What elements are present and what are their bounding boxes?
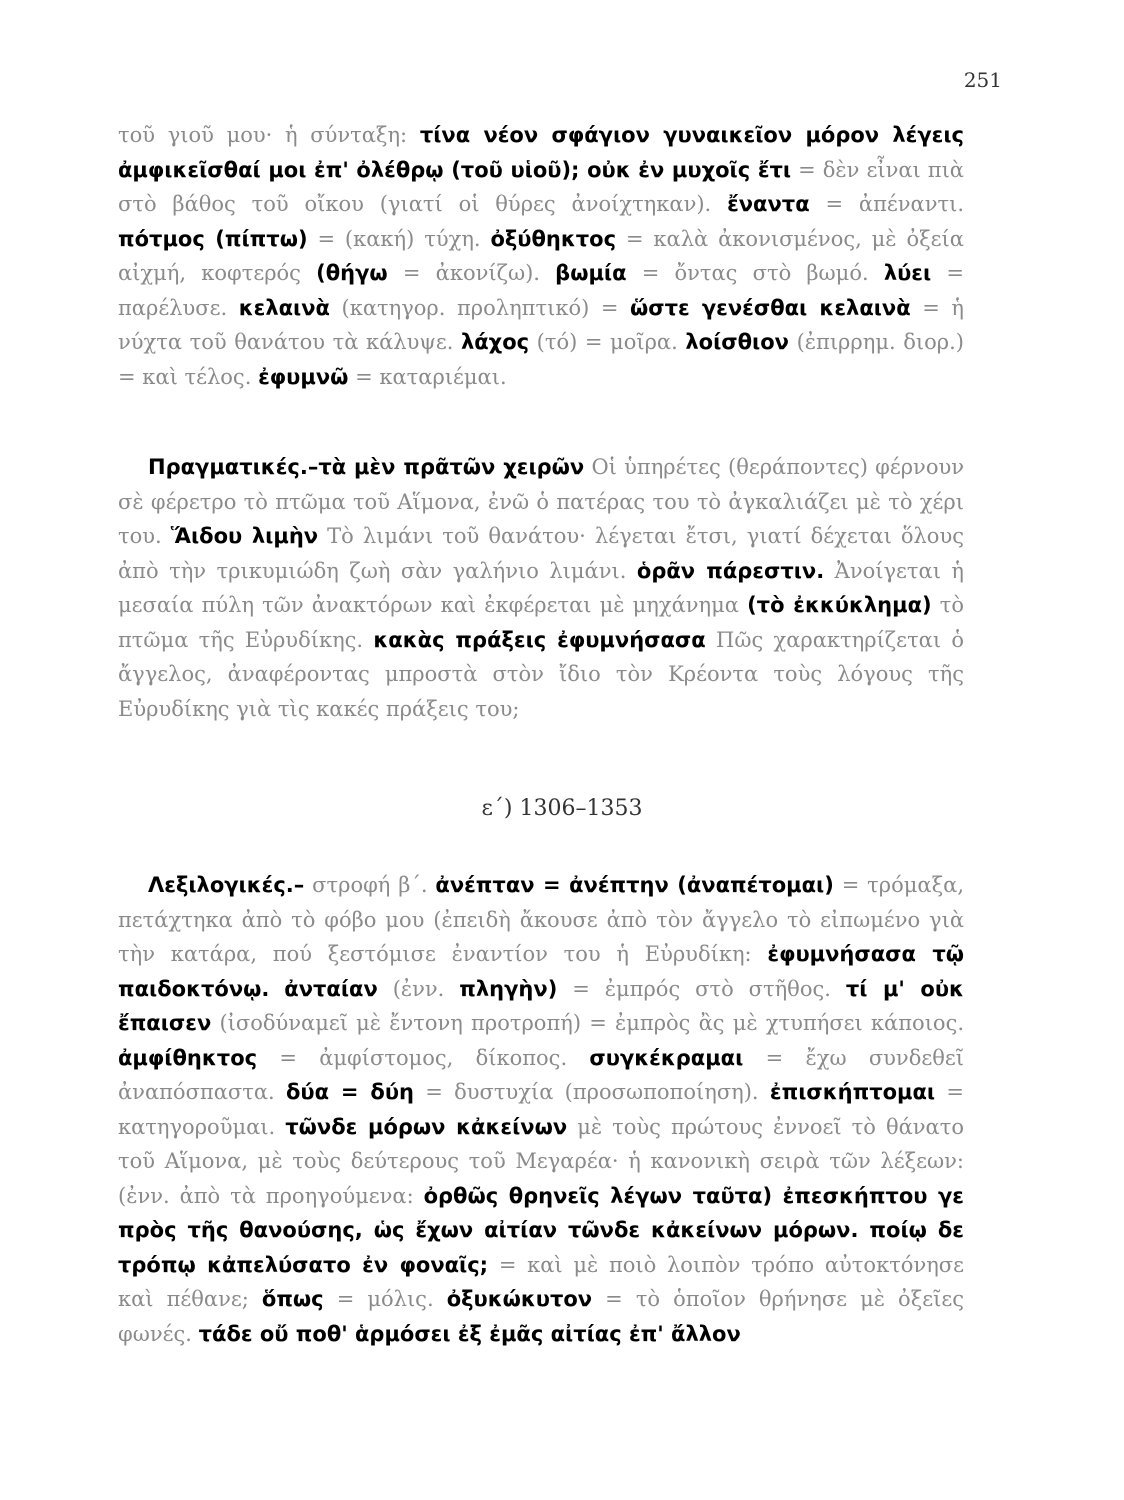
plain-text: Τὸ λιμάνι τοῦ θανάτου· λέγεται ἔτσι, γιατί δέχεται ὅλους ἀπὸ τὴν τρικυμιώδη ζωὴ σὰν γαλήνιο λιμάνι. xyxy=(118,524,964,583)
plain-text: = ἀπέναντι. xyxy=(825,192,965,216)
plain-text: = κατηγοροῦμαι. xyxy=(118,1080,964,1139)
paragraph-text xyxy=(118,868,964,1351)
bold-term: Ἅιδου λιμὴν xyxy=(170,524,319,548)
bold-term: ἀνέπταν = ἀνέπτην (ἀναπέτομαι) xyxy=(435,873,834,897)
plain-text: Οἱ ὑπηρέτες (θεράποντες) φέρνουν σὲ φέρετρο τὸ πτῶμα τοῦ Αἵμονα, ἐνῶ ὁ πατέρας του τὸ ἀγκαλιάζει μὲ τὸ χέρι του. xyxy=(118,455,964,548)
plain-text: = δὲν εἶναι πιὰ στὸ βάθος τοῦ οἴκου (γιατί οἱ θύρες ἀνοίχτηκαν). xyxy=(118,157,964,216)
commentary-paragraph-1 xyxy=(118,118,964,394)
plain-text: = ὄντας στὸ βωμό. xyxy=(641,261,869,285)
plain-text: (ἰσοδύναμεῖ μὲ ἔντονη προτροπή) = ἐμπρὸς ἂς μὲ χτυπήσει κάποιος. xyxy=(219,1011,965,1035)
plain-text: (ἐνν. xyxy=(392,976,445,1001)
bold-term: πληγὴν) xyxy=(459,976,558,1001)
plain-text: (τό) = μοῖρα. xyxy=(536,330,678,354)
plain-text: = παρέλυσε. xyxy=(118,261,964,320)
bold-term: ἔναντα xyxy=(727,192,810,216)
plain-text: = ἐμπρός στὸ στῆθος. xyxy=(572,976,831,1001)
plain-text: = μόλις. xyxy=(336,1287,434,1311)
paragraph-text xyxy=(118,118,964,394)
plain-text: = ἀκονίζω). xyxy=(402,261,540,285)
bold-term: ἐφυμνῶ xyxy=(258,364,349,389)
plain-text: Πῶς χαρακτηρίζεται ὁ ἄγγελος, ἀναφέροντας μπροστὰ στὸν ἴδιο τὸν Κρέοντα τοὺς λόγους τῆς Εὐρυδίκης γιὰ τὶς κακές πράξεις του; xyxy=(118,627,965,721)
plain-text: = ἡ νύχτα τοῦ θανάτου τὰ κάλυψε. xyxy=(118,295,964,354)
bold-term: ἀμφίθηκτος xyxy=(118,1045,258,1070)
bold-term: βωμία xyxy=(555,261,627,285)
bold-term: ἀνταίαν xyxy=(284,976,378,1001)
bold-term: ὥστε γενέσθαι κελαινὰ xyxy=(629,295,911,320)
commentary-paragraph-2 xyxy=(118,450,964,726)
plain-text: τοῦ γιοῦ μου· ἡ σύνταξη: xyxy=(118,123,408,147)
bold-term: ὀξυκώκυτον xyxy=(446,1287,593,1311)
plain-text: μὲ τοὺς πρώτους ἐννοεῖ τὸ θάνατο τοῦ Αἵμονα, μὲ τοὺς δεύτερους τοῦ Μεγαρέα· ἡ κανονικὴ σειρὰ τῶν λέξεων: (ἐνν. ἀπὸ τὰ προηγούμενα: xyxy=(118,1114,964,1208)
bold-term: τί μ' οὐκ ἔπαισεν xyxy=(118,976,964,1035)
bold-term: λοίσθιον xyxy=(685,330,789,354)
plain-text: = ἀμφίστομος, δίκοπος. xyxy=(279,1045,568,1070)
plain-text: Ἀνοίγεται ἡ μεσαία πύλη τῶν ἀνακτόρων καὶ ἐκφέρεται μὲ μηχάνημα xyxy=(118,558,964,617)
plain-text: = καταριέμαι. xyxy=(355,364,507,389)
bold-term: κελαινὰ xyxy=(238,295,330,320)
bold-term: Πραγματικές.–τὰ μὲν πρᾶτῶν χειρῶν xyxy=(148,455,585,479)
section-heading: ε΄) 1306–1353 xyxy=(481,796,643,821)
bold-term: (τὸ ἐκκύκλημα) xyxy=(747,593,932,617)
paragraph-text xyxy=(118,450,964,726)
bold-term: κακὰς πράξεις ἐφυμνήσασα xyxy=(373,627,706,652)
plain-text: (ἐπιρρημ. διορ.) = καὶ τέλος. xyxy=(118,330,964,389)
bold-term: τάδε οὔ ποθ' ἁρμόσει ἐξ ἐμᾶς αἰτίας ἐπ' ἄλλον xyxy=(198,1321,741,1346)
plain-text: = τρόμαξα, πετάχτηκα ἀπὸ τὸ φόβο μου (ἐπειδὴ ἄκουσε ἀπὸ τὸν ἄγγελο τὸ εἰπωμένο γιὰ τὴν κατάρα, πού ξεστόμισε ἐναντίον του ἡ Εὐρυδίκη: xyxy=(118,873,965,966)
bold-term: λύει xyxy=(883,261,932,285)
bold-term: ἐπισκήπτομαι xyxy=(769,1080,936,1104)
bold-term: τῶνδε μόρων κἀκείνων xyxy=(285,1114,568,1139)
plain-text: τὸ πτῶμα τῆς Εὐρυδίκης. xyxy=(118,593,964,652)
plain-text: (κατηγορ. προληπτικό) = xyxy=(341,295,619,320)
bold-term: ὀρθῶς θρηνεῖς λέγων ταῦτα) ἐπεσκήπτου γε πρὸς τῆς θανούσης, ὡς ἔχων αἰτίαν τῶνδε κἀκείνων μόρων. ποίῳ δε τρόπῳ κἀπελύσατο ἐν φοναῖς; xyxy=(118,1183,964,1277)
bold-term: ἐφυμνήσασα τῷ παιδοκτόνῳ. xyxy=(118,942,964,1001)
plain-text: στροφή β΄. xyxy=(312,873,428,897)
bold-term: ὀξύθηκτος xyxy=(490,226,617,251)
bold-term: δύα = δύη xyxy=(285,1080,414,1104)
bold-term: λάχος xyxy=(460,330,530,354)
plain-text: = καλὰ ἀκονισμένος, μὲ ὀξεία αἰχμή, κοφτερός xyxy=(118,226,964,285)
bold-term: πότμος (πίπτω) xyxy=(118,226,308,251)
plain-text: = δυστυχία (προσωποποίηση). xyxy=(425,1080,759,1104)
bold-term: Λεξιλογικές.– xyxy=(148,873,305,897)
bold-term: ὅπως xyxy=(261,1287,324,1311)
page-number: 251 xyxy=(963,68,1002,92)
bold-term: ὁρᾶν πάρεστιν. xyxy=(636,558,825,583)
plain-text: = (κακή) τύχη. xyxy=(317,226,481,251)
plain-text: = καὶ μὲ ποιὸ λοιπὸν τρόπο αὐτοκτόνησε καὶ πέθανε; xyxy=(118,1252,965,1311)
plain-text: = ἔχω συνδεθεῖ ἀναπόσπαστα. xyxy=(118,1045,964,1104)
bold-term: (θήγω xyxy=(316,261,388,285)
commentary-paragraph-3 xyxy=(118,868,964,1351)
bold-term: συγκέκραμαι xyxy=(589,1045,744,1070)
bold-term: τίνα νέον σφάγιον γυναικεῖον μόρον λέγεις ἀμφικεῖσθαί μοι ἐπ' ὀλέθρῳ (τοῦ υἱοῦ); οὐκ ἐν μυχοῖς ἔτι xyxy=(118,123,964,182)
plain-text: = τὸ ὁποῖον θρήνησε μὲ ὀξεῖες φωνές. xyxy=(118,1287,965,1346)
